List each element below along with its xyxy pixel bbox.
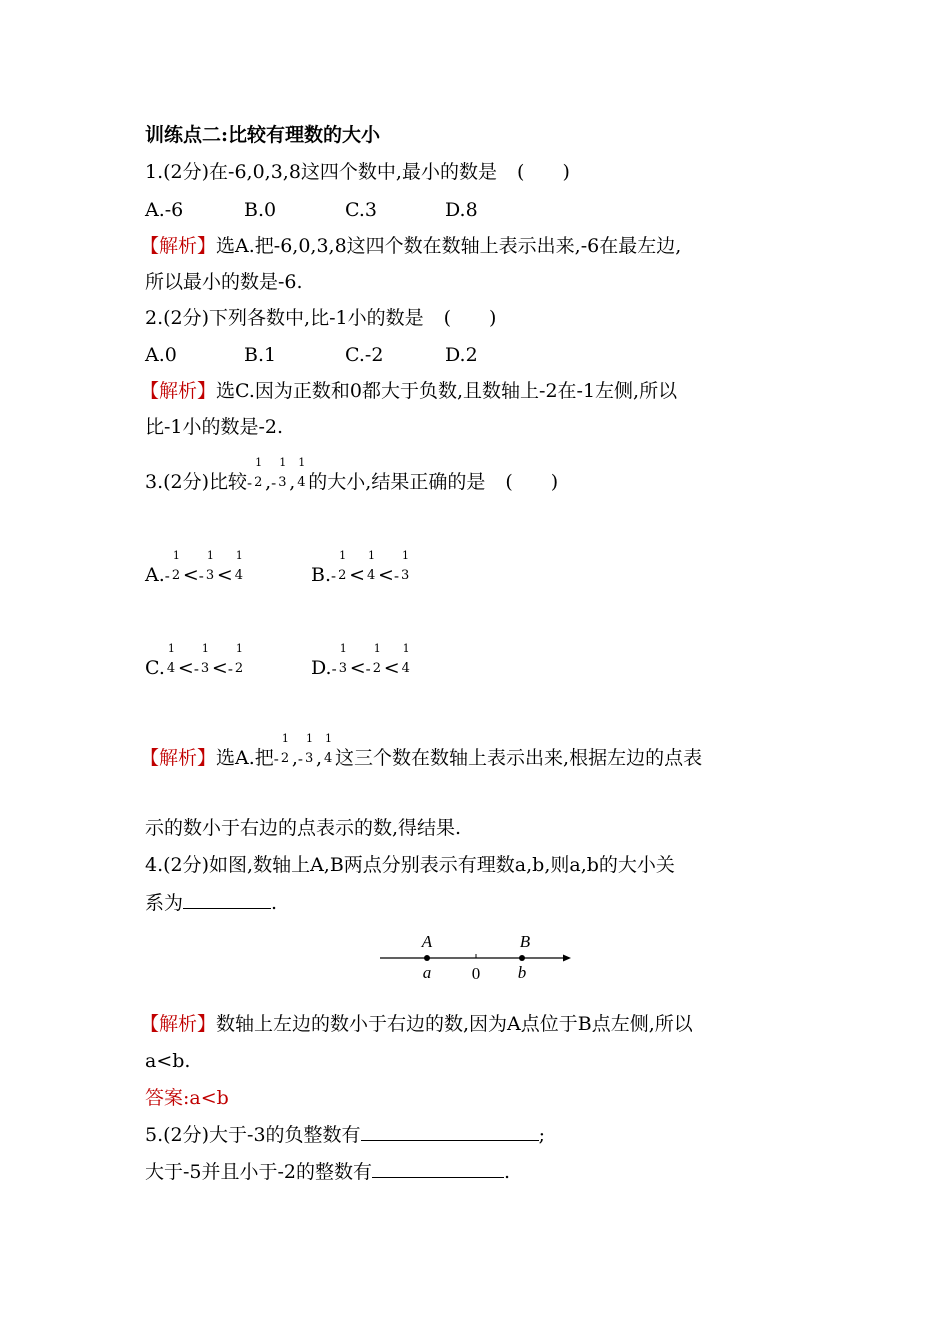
option-letter: D. bbox=[311, 657, 332, 679]
option-letter: A. bbox=[145, 564, 165, 586]
q2-option-d: D.2 bbox=[445, 344, 478, 366]
minus-sign: - bbox=[164, 567, 170, 585]
point-b-label: B bbox=[519, 932, 531, 951]
comma: , bbox=[265, 471, 272, 493]
q2-answer-paren: ( ) bbox=[443, 307, 497, 329]
minus-sign: - bbox=[247, 474, 253, 492]
minus-sign: - bbox=[198, 567, 204, 585]
fraction-one-third bbox=[337, 642, 350, 681]
fraction-numerator: 1 bbox=[206, 549, 214, 562]
q4-analysis-line2: a<b. bbox=[145, 1050, 191, 1072]
fraction-one-half bbox=[371, 642, 384, 681]
q3-answer-paren: ( ) bbox=[505, 471, 559, 493]
fraction-one-quarter bbox=[165, 642, 178, 681]
q3-analysis-tag: 【解析】 bbox=[140, 747, 217, 769]
period: . bbox=[504, 1161, 511, 1183]
fraction-denominator: 3 bbox=[200, 661, 210, 676]
minus-sign: - bbox=[331, 567, 337, 585]
fraction-numerator: 1 bbox=[255, 456, 263, 469]
q3-analysis-suffix: 这三个数在数轴上表示出来,根据左边的点表 bbox=[335, 747, 703, 769]
q5-answer-blank-2[interactable] bbox=[372, 1159, 504, 1178]
fraction-denominator: 3 bbox=[304, 751, 314, 766]
less-than-sign: < bbox=[349, 657, 366, 679]
fraction-numerator: 1 bbox=[402, 642, 410, 655]
fraction-numerator: 1 bbox=[201, 642, 209, 655]
q1-option-d: D.8 bbox=[445, 199, 478, 221]
point-b-dot bbox=[519, 955, 525, 961]
q1-option-a: A.-6 bbox=[145, 199, 184, 221]
period: . bbox=[271, 892, 278, 914]
comma: , bbox=[291, 747, 298, 769]
semicolon: ; bbox=[538, 1124, 545, 1146]
q3-option-c bbox=[145, 642, 246, 681]
q4-analysis-tag: 【解析】 bbox=[140, 1013, 217, 1035]
fraction-denominator: 4 bbox=[234, 568, 244, 583]
q2-analysis-tag: 【解析】 bbox=[140, 380, 217, 402]
q2-option-b: B.1 bbox=[244, 344, 277, 366]
q4-answer: 答案:a<b bbox=[145, 1087, 229, 1109]
q1-option-c: C.3 bbox=[345, 199, 377, 221]
q1-analysis-line1 bbox=[140, 234, 681, 258]
number-line-figure bbox=[375, 930, 575, 986]
fraction-one-half bbox=[336, 549, 349, 588]
q4-stem-line2-text: 系为 bbox=[145, 892, 184, 914]
fraction-one-half bbox=[170, 549, 183, 588]
fraction-numerator: 1 bbox=[279, 456, 287, 469]
q3-stem-prefix: 3.(2分)比较 bbox=[145, 471, 248, 493]
minus-sign: - bbox=[297, 750, 303, 768]
less-than-sign: < bbox=[378, 564, 394, 586]
fraction-denominator: 2 bbox=[254, 475, 263, 490]
q5-line2-text: 大于-5并且小于-2的整数有 bbox=[145, 1161, 373, 1183]
fraction-one-third bbox=[399, 549, 412, 588]
fraction-numerator: 1 bbox=[235, 549, 243, 562]
minus-sign: - bbox=[193, 660, 199, 678]
fraction-denominator: 2 bbox=[280, 751, 290, 766]
q1-stem bbox=[145, 160, 570, 184]
number-line-arrow-icon bbox=[563, 955, 571, 962]
q1-analysis-tag: 【解析】 bbox=[140, 235, 217, 257]
fraction-denominator: 2 bbox=[338, 568, 347, 583]
fraction-one-half bbox=[279, 732, 292, 771]
fraction-one-quarter bbox=[295, 456, 308, 495]
fraction-numerator: 1 bbox=[339, 549, 347, 562]
q2-analysis-line2: 比-1小的数是-2. bbox=[145, 416, 284, 438]
less-than-sign: < bbox=[349, 564, 366, 586]
fraction-denominator: 4 bbox=[401, 661, 410, 676]
q3-analysis-line1 bbox=[140, 732, 703, 771]
fraction-numerator: 1 bbox=[281, 732, 289, 745]
q2-analysis-line1 bbox=[140, 379, 677, 403]
q1-stem-text: 1.(2分)在-6,0,3,8这四个数中,最小的数是 bbox=[145, 161, 497, 183]
fraction-denominator: 4 bbox=[297, 475, 306, 490]
fraction-numerator: 1 bbox=[305, 732, 313, 745]
fraction-one-quarter bbox=[365, 549, 378, 588]
q5-answer-blank-1[interactable] bbox=[361, 1122, 539, 1141]
point-a-value-label: a bbox=[422, 963, 432, 982]
q4-analysis-line1 bbox=[140, 1012, 693, 1036]
fraction-numerator: 1 bbox=[325, 732, 333, 745]
comma: , bbox=[289, 471, 296, 493]
q2-stem-text: 2.(2分)下列各数中,比-1小的数是 bbox=[145, 307, 424, 329]
option-letter: B. bbox=[311, 564, 332, 586]
fraction-denominator: 3 bbox=[401, 568, 410, 583]
fraction-denominator: 3 bbox=[205, 568, 215, 583]
q3-option-d bbox=[311, 642, 413, 681]
minus-sign: - bbox=[273, 750, 279, 768]
q2-option-a: A.0 bbox=[145, 344, 177, 366]
comma: , bbox=[315, 747, 323, 769]
less-than-sign: < bbox=[383, 657, 400, 679]
fraction-denominator: 4 bbox=[367, 568, 376, 583]
q4-analysis-text: 数轴上左边的数小于右边的数,因为A点位于B点左侧,所以 bbox=[216, 1013, 693, 1035]
fraction-numerator: 1 bbox=[368, 549, 376, 562]
minus-sign: - bbox=[365, 660, 371, 678]
fraction-numerator: 1 bbox=[167, 642, 175, 655]
q4-stem-line2 bbox=[145, 890, 277, 915]
minus-sign: - bbox=[331, 660, 337, 678]
fraction-denominator: 3 bbox=[338, 661, 347, 676]
fraction-one-half bbox=[252, 456, 265, 495]
fraction-denominator: 2 bbox=[234, 661, 244, 676]
q5-line2 bbox=[145, 1159, 510, 1184]
less-than-sign: < bbox=[177, 657, 194, 679]
point-a-dot bbox=[424, 955, 430, 961]
less-than-sign: < bbox=[182, 564, 199, 586]
point-b-value-label: b bbox=[517, 963, 527, 982]
fraction-denominator: 4 bbox=[324, 751, 333, 766]
q3-option-a bbox=[145, 549, 246, 588]
option-letter: C. bbox=[145, 657, 165, 679]
fraction-one-third bbox=[204, 549, 217, 588]
less-than-sign: < bbox=[216, 564, 233, 586]
q3-stem-suffix: 的大小,结果正确的是 bbox=[308, 471, 486, 493]
fraction-numerator: 1 bbox=[172, 549, 180, 562]
q3-stem bbox=[145, 456, 559, 495]
fraction-numerator: 1 bbox=[298, 456, 306, 469]
q2-analysis-text: 选C.因为正数和0都大于负数,且数轴上-2在-1左侧,所以 bbox=[216, 380, 678, 402]
point-a-label: A bbox=[421, 932, 433, 951]
q3-option-b bbox=[311, 549, 412, 588]
less-than-sign: < bbox=[211, 657, 228, 679]
fraction-numerator: 1 bbox=[373, 642, 381, 655]
fraction-one-half bbox=[233, 642, 246, 681]
fraction-numerator: 1 bbox=[339, 642, 347, 655]
minus-sign: - bbox=[271, 474, 277, 492]
fraction-one-third bbox=[199, 642, 212, 681]
q4-stem-line1: 4.(2分)如图,数轴上A,B两点分别表示有理数a,b,则a,b的大小关 bbox=[145, 854, 675, 876]
fraction-one-quarter bbox=[400, 642, 413, 681]
q2-stem bbox=[145, 306, 496, 330]
q5-line1 bbox=[145, 1122, 545, 1147]
q3-analysis-line2: 示的数小于右边的点表示的数,得结果. bbox=[145, 817, 462, 839]
q5-line1-text: 5.(2分)大于-3的负整数有 bbox=[145, 1124, 361, 1146]
fraction-denominator: 2 bbox=[171, 568, 181, 583]
minus-sign: - bbox=[393, 567, 400, 585]
origin-label: 0 bbox=[471, 964, 481, 983]
fraction-one-quarter bbox=[233, 549, 246, 588]
minus-sign: - bbox=[227, 660, 233, 678]
q1-analysis-text: 选A.把-6,0,3,8这四个数在数轴上表示出来,-6在最左边, bbox=[216, 235, 682, 257]
fraction-numerator: 1 bbox=[235, 642, 243, 655]
q2-option-c: C.-2 bbox=[345, 344, 384, 366]
fraction-denominator: 4 bbox=[166, 661, 176, 676]
q1-answer-paren: ( ) bbox=[517, 161, 570, 183]
q3-analysis-prefix: 选A.把 bbox=[216, 747, 274, 769]
section-title: 训练点二:比较有理数的大小 bbox=[145, 124, 381, 146]
q1-option-b: B.0 bbox=[244, 199, 277, 221]
fraction-one-third bbox=[303, 732, 316, 771]
q4-answer-blank[interactable] bbox=[183, 890, 271, 909]
q1-analysis-line2: 所以最小的数是-6. bbox=[145, 271, 303, 293]
fraction-one-quarter bbox=[322, 732, 335, 771]
fraction-one-third bbox=[276, 456, 289, 495]
fraction-numerator: 1 bbox=[402, 549, 410, 562]
fraction-denominator: 3 bbox=[278, 475, 287, 490]
fraction-denominator: 2 bbox=[372, 661, 381, 676]
